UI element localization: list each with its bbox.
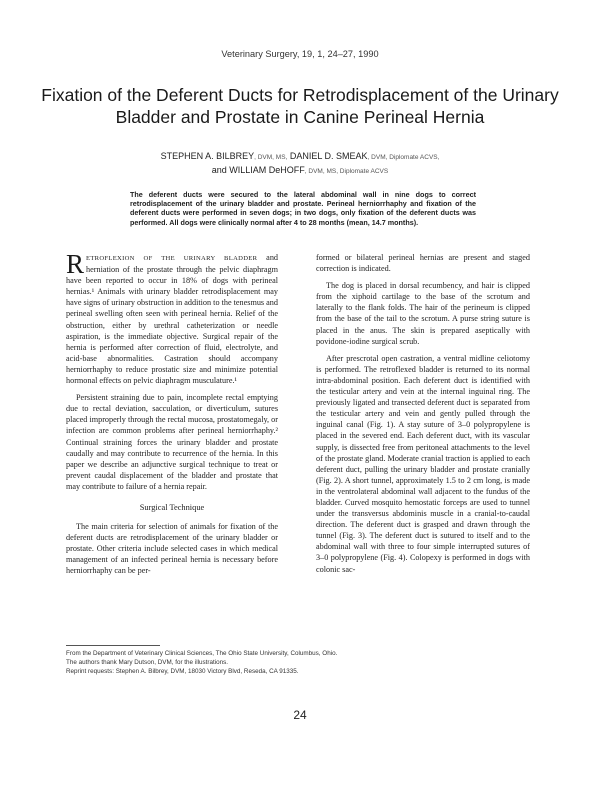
body-paragraph <box>66 249 279 386</box>
footnote-reprints: Reprint requests: Stephen A. Bilbrey, DVM, 18030 Victory Blvd, Reseda, CA 91335. <box>66 667 299 675</box>
footnote-affiliation: From the Department of Veterinary Clinical Sciences, The Ohio State University, Columbus, Ohio. <box>66 650 338 657</box>
section-heading: Surgical Technique <box>139 502 205 512</box>
footnote-thanks: The authors thank Mary Dutson, DVM, for the illustrations. <box>66 658 229 666</box>
drop-cap: R <box>66 249 85 279</box>
body-paragraph: formed or bilateral perineal hernias are present and staged correction is indicated. <box>316 253 530 274</box>
body-column-left <box>66 249 279 583</box>
abstract: The deferent ducts were secured to the lateral abdominal wall in nine dogs to correct retrodisplacement of the urinary bladder and prostate. Perineal herniorrhaphy and fixation of the deferent ducts were performed in seven dogs; in two dogs, only fixation of the deferent ducts was performed. All dogs were clinically normal after 4 to 28 months (mean, 14.7 months). <box>130 190 476 227</box>
author-name: DANIEL D. SMEAK <box>289 151 368 161</box>
body-paragraph: The dog is placed in dorsal recumbency, and hair is clipped from the xiphoid cartilage to the base of the scrotum and laterally to the flank folds. The hair of the perineum is clipped from the base of the tail to the scrotum. A purse string suture is placed in the anus. The skin is prepared aseptically with povidone-iodine surgical scrub. <box>316 281 530 346</box>
paragraph-text: and herniation of the prostate through the pelvic diaphragm have been reported to occur in 18% of dogs with perineal hernias.¹ Animals with urinary bladder retrodisplacement may have signs of urinary obstruction in addition to the tenesmus and perineal swelling often seen with perineal hernia. Relief of the obstruction, either by urethral catheterization or needle aspiration, is the immediate objective. Surgical repair of the hernia is performed after correction of fluid, electrolyte, and acid-base abnormalities. Castration should accompany herniorrhaphy to reduce prostatic size and minimize potential hormonal effects on pelvic diaphragm musculature.¹ <box>66 253 279 386</box>
lead-smallcaps: ETROFLEXION OF THE URINARY BLADDER <box>86 255 258 262</box>
author-list <box>60 150 540 178</box>
body-column-right <box>316 252 530 581</box>
author-credentials: , DVM, Diplomate ACVS, <box>367 154 440 161</box>
body-paragraph: The main criteria for selection of animals for fixation of the deferent ducts are retrodisplacement of the urinary bladder or prostate. Other criteria include selected cases in which medical management of an infected perineal hernia is necessary before herniorrhaphy can be per- <box>66 522 278 576</box>
author-name: STEPHEN A. BILBREY <box>160 151 255 161</box>
footnotes <box>66 650 536 676</box>
article-title: Fixation of the Deferent Ducts for Retrodisplacement of the Urinary Bladder and Prostate in Canine Perineal Hernia <box>41 85 559 127</box>
author-credentials: , DVM, MS, <box>254 154 288 161</box>
journal-citation: Veterinary Surgery, 19, 1, 24–27, 1990 <box>221 49 379 59</box>
author-name: and WILLIAM DeHOFF <box>211 165 305 175</box>
author-credentials: , DVM, MS, Diplomate ACVS <box>304 168 389 175</box>
body-paragraph: Persistent straining due to pain, incomplete rectal emptying due to rectal deviation, sacculation, or diverticulum, sutures placed improperly through the rectal mucosa, prostatomegaly, or infection are common problems after perineal herniorrhaphy.² Continual straining forces the urinary bladder and prostate caudally and may contribute to recurrence of the hernia. In this paper we describe an adjunctive surgical technique to treat or prevent caudal displacement of the bladder and prostate that may contribute to failure of a hernia repair. <box>66 393 278 491</box>
body-paragraph: After prescrotal open castration, a ventral midline celiotomy is performed. The retroflexed bladder is returned to its normal intra-abdominal position. Each deferent duct is identified with the testicular artery and vein at the internal inguinal ring. The previously ligated and transected deferent duct is separated from the testicular artery and vein and gently pulled through the inguinal canal (Fig. 1). A stay suture of 3–0 polypropylene is placed in the severed end. Each deferent duct, with its vascular supply, is dissected free from peritoneal attachments to the level of the prostate gland. Moderate cranial traction is applied to each deferent duct, pulling the urinary bladder and prostate cranially (Fig. 2). A short tunnel, approximately 1.5 to 2 cm long, is made in the ventrolateral abdominal wall adjacent to the fundus of the bladder. Curved mosquito hemostatic forceps are used to tunnel under the transversus abdominis muscle in a cranial-to-caudal direction. The deferent duct is grasped and drawn through the tunnel (Fig. 3). The deferent duct is sutured to itself and to the abdominal wall with three to four simple interrupted sutures of 3–0 polypropylene (Fig. 4). Colopexy is performed in dogs with colonic sac- <box>316 353 530 574</box>
footnote-divider <box>66 645 160 646</box>
page-number: 24 <box>293 708 307 722</box>
